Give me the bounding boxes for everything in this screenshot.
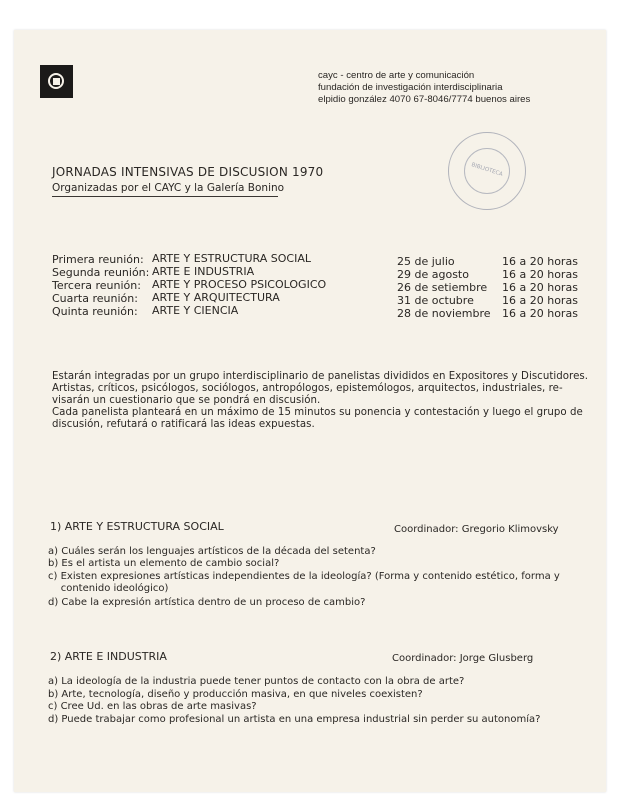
- schedule-date: 28 de noviembre: [397, 307, 491, 320]
- question-item: c) Cree Ud. en las obras de arte masivas?: [48, 701, 257, 712]
- schedule-date: 31 de octubre: [397, 294, 474, 307]
- question-item: d) Puede trabajar como profesional un artista en una empresa industrial sin perder su autonomía?: [48, 714, 541, 725]
- section-coordinator: Coordinador: Gregorio Klimovsky: [394, 524, 559, 535]
- schedule-time: 16 a 20 horas: [502, 255, 578, 268]
- schedule-date: 26 de setiembre: [397, 281, 488, 294]
- page-subtitle: Organizadas por el CAYC y la Galería Bonino: [52, 182, 285, 194]
- section-coordinator: Coordinador: Jorge Glusberg: [392, 653, 534, 664]
- schedule-meeting: Tercera reunión:: [52, 279, 141, 292]
- schedule-topic: ARTE E INDUSTRIA: [152, 265, 255, 278]
- cayc-logo: [40, 65, 73, 98]
- section-heading: 2) ARTE E INDUSTRIA: [50, 650, 167, 663]
- schedule-time: 16 a 20 horas: [502, 294, 578, 307]
- header-line-3: elpidio gonzález 4070 67-8046/7774 buenos aires: [318, 94, 531, 105]
- schedule-topic: ARTE Y CIENCIA: [152, 304, 239, 317]
- schedule-meeting: Primera reunión:: [52, 253, 144, 266]
- question-item: b) Es el artista un elemento de cambio social?: [48, 558, 280, 569]
- schedule-topic: ARTE Y PROCESO PSICOLOGICO: [152, 278, 327, 291]
- question-item: a) Cuáles serán los lenguajes artísticos de la década del setenta?: [48, 546, 376, 557]
- schedule-date: 29 de agosto: [397, 268, 469, 281]
- library-stamp: [448, 132, 526, 210]
- schedule-topic: ARTE Y ESTRUCTURA SOCIAL: [152, 252, 311, 265]
- intro-line: Cada panelista planteará en un máximo de 15 minutos su ponencia y contestación y luego el grupo de: [52, 407, 583, 418]
- intro-line: Artistas, críticos, psicólogos, sociólogos, antropólogos, epistemólogos, arquitectos, industriales, re-: [52, 383, 563, 394]
- header-line-2: fundación de investigación interdisciplinaria: [318, 82, 503, 93]
- schedule-topic: ARTE Y ARQUITECTURA: [152, 291, 280, 304]
- intro-line: visarán un cuestionario que se pondrá en discusión.: [52, 395, 321, 406]
- schedule-time: 16 a 20 horas: [502, 268, 578, 281]
- schedule-time: 16 a 20 horas: [502, 281, 578, 294]
- logo-square: [53, 78, 60, 85]
- schedule-time: 16 a 20 horas: [502, 307, 578, 320]
- header-line-1: cayc - centro de arte y comunicación: [318, 70, 475, 81]
- schedule-date: 25 de julio: [397, 255, 455, 268]
- intro-line: Estarán integradas por un grupo interdisciplinario de panelistas divididos en Expositores y Discutidores.: [52, 371, 589, 382]
- question-item: c) Existen expresiones artísticas independientes de la ideología? (Forma y contenido estético, forma y: [48, 571, 560, 582]
- question-item: contenido ideológico): [48, 583, 169, 594]
- stamp-text: BIBLIOTECA: [470, 162, 504, 178]
- schedule-meeting: Cuarta reunión:: [52, 292, 138, 305]
- question-item: a) La ideología de la industria puede tener puntos de contacto con la obra de arte?: [48, 676, 465, 687]
- schedule-meeting: Segunda reunión:: [52, 266, 150, 279]
- section-heading: 1) ARTE Y ESTRUCTURA SOCIAL: [50, 520, 224, 533]
- schedule-meeting: Quinta reunión:: [52, 305, 138, 318]
- question-item: b) Arte, tecnología, diseño y producción masiva, en que niveles coexisten?: [48, 689, 423, 700]
- page-title: JORNADAS INTENSIVAS DE DISCUSION 1970: [52, 165, 324, 179]
- intro-line: discusión, refutará o ratificará las ideas expuestas.: [52, 419, 315, 430]
- subtitle-underline: [52, 196, 278, 197]
- question-item: d) Cabe la expresión artística dentro de un proceso de cambio?: [48, 597, 366, 608]
